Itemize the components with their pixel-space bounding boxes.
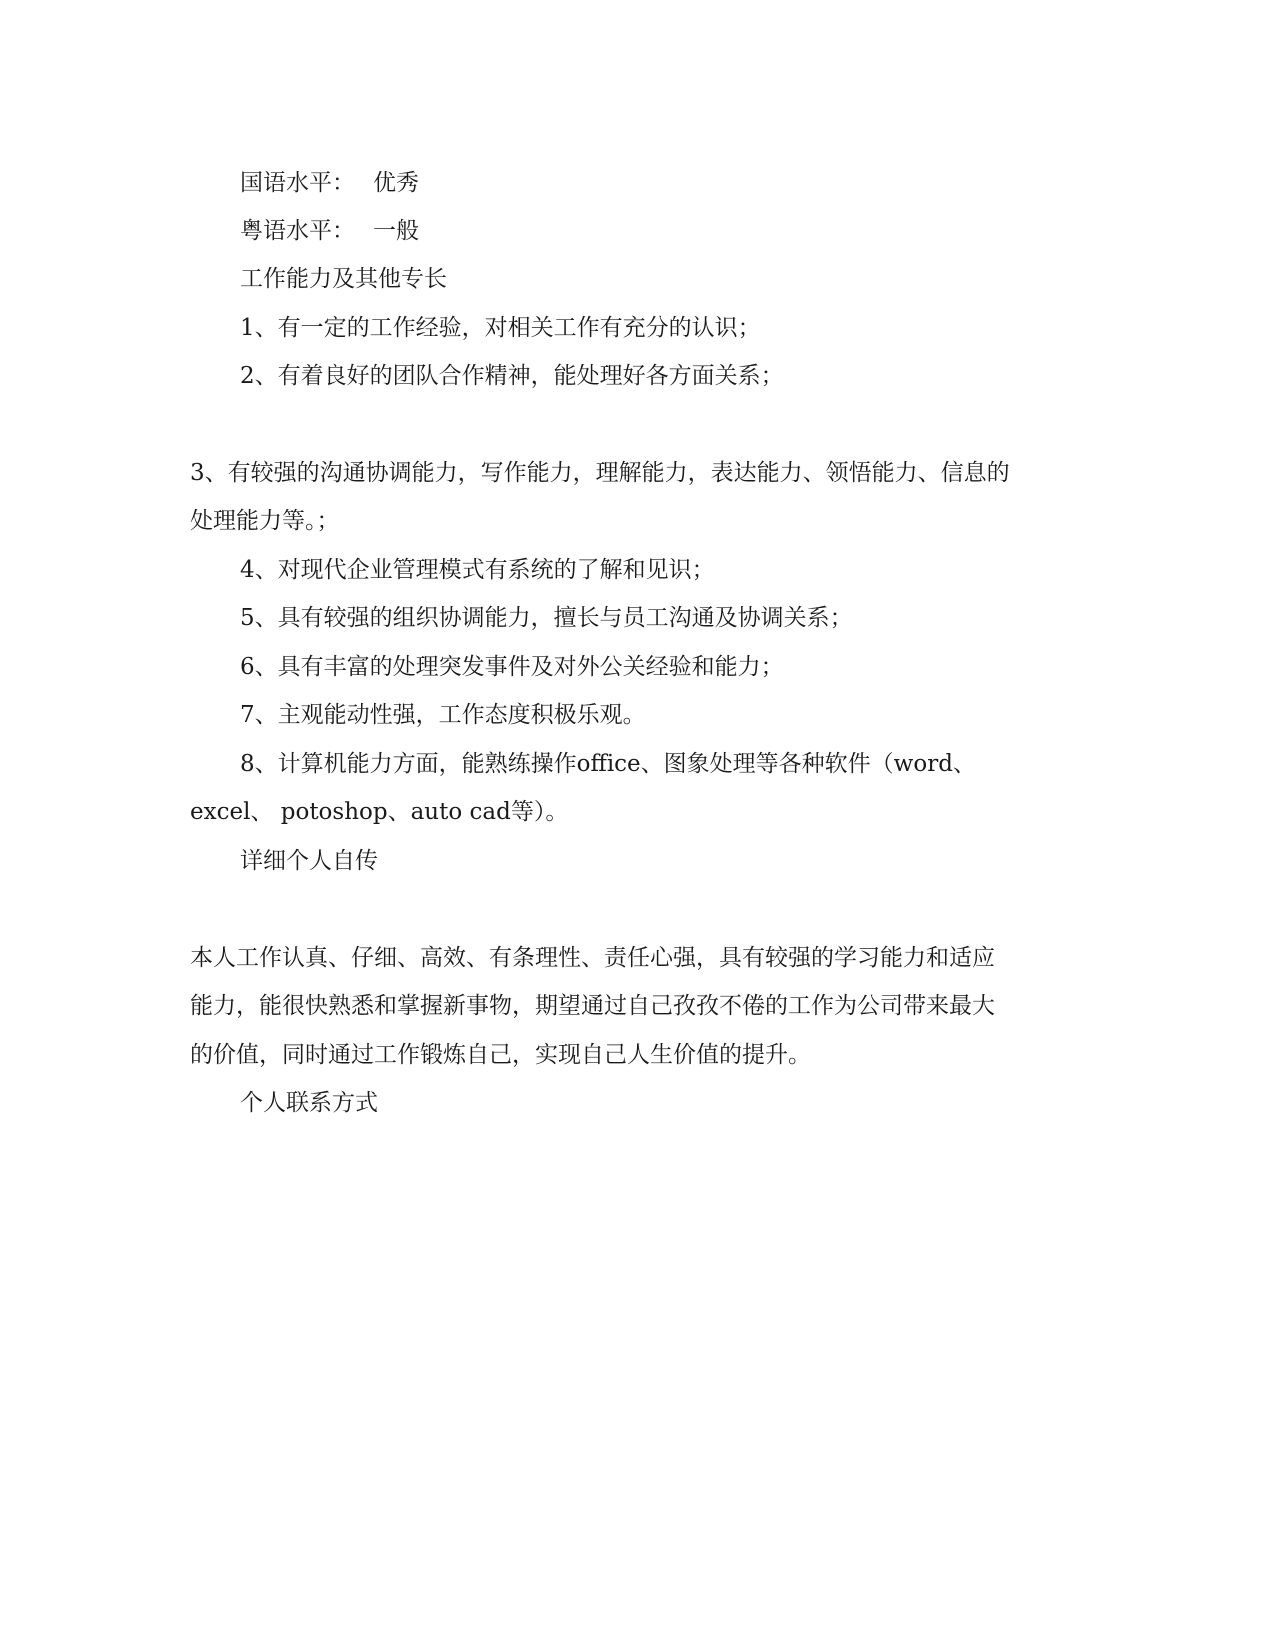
skills-item-4: 4、对现代企业管理模式有系统的了解和见识； (240, 557, 715, 583)
skills-heading: 工作能力及其他专长 (240, 266, 447, 292)
autobiography-line-2: 能力，能很快熟悉和掌握新事物，期望通过自己孜孜不倦的工作为公司带来最大 (190, 993, 995, 1019)
skills-item-8-line-1: 8、计算机能力方面，能熟练操作office、图象处理等各种软件（word、 (240, 751, 976, 777)
mandarin-label: 国语水平： (240, 170, 355, 196)
skills-item-8-line-2: excel、 potoshop、auto cad等）。 (190, 799, 569, 825)
autobiography-line-3: 的价值，同时通过工作锻炼自己，实现自己人生价值的提升。 (190, 1042, 811, 1068)
skills-item-5: 5、具有较强的组织协调能力，擅长与员工沟通及协调关系； (240, 605, 853, 631)
skills-item-7: 7、主观能动性强，工作态度积极乐观。 (240, 702, 646, 728)
contact-heading: 个人联系方式 (240, 1090, 378, 1116)
skills-item-3-line-1: 3、有较强的沟通协调能力，写作能力，理解能力，表达能力、领悟能力、信息的 (190, 460, 1010, 486)
cantonese-level (240, 216, 419, 246)
cantonese-value: 一般 (373, 218, 419, 244)
mandarin-level (240, 168, 419, 198)
mandarin-value: 优秀 (373, 170, 419, 196)
cantonese-label: 粤语水平： (240, 218, 355, 244)
skills-item-3-line-2: 处理能力等。； (190, 508, 340, 534)
autobiography-heading: 详细个人自传 (240, 848, 378, 874)
skills-item-1: 1、有一定的工作经验，对相关工作有充分的认识； (240, 315, 761, 341)
autobiography-line-1: 本人工作认真、仔细、高效、有条理性、责任心强，具有较强的学习能力和适应 (190, 945, 995, 971)
skills-item-6: 6、具有丰富的处理突发事件及对外公关经验和能力； (240, 654, 784, 680)
skills-item-2: 2、有着良好的团队合作精神，能处理好各方面关系； (240, 363, 784, 389)
